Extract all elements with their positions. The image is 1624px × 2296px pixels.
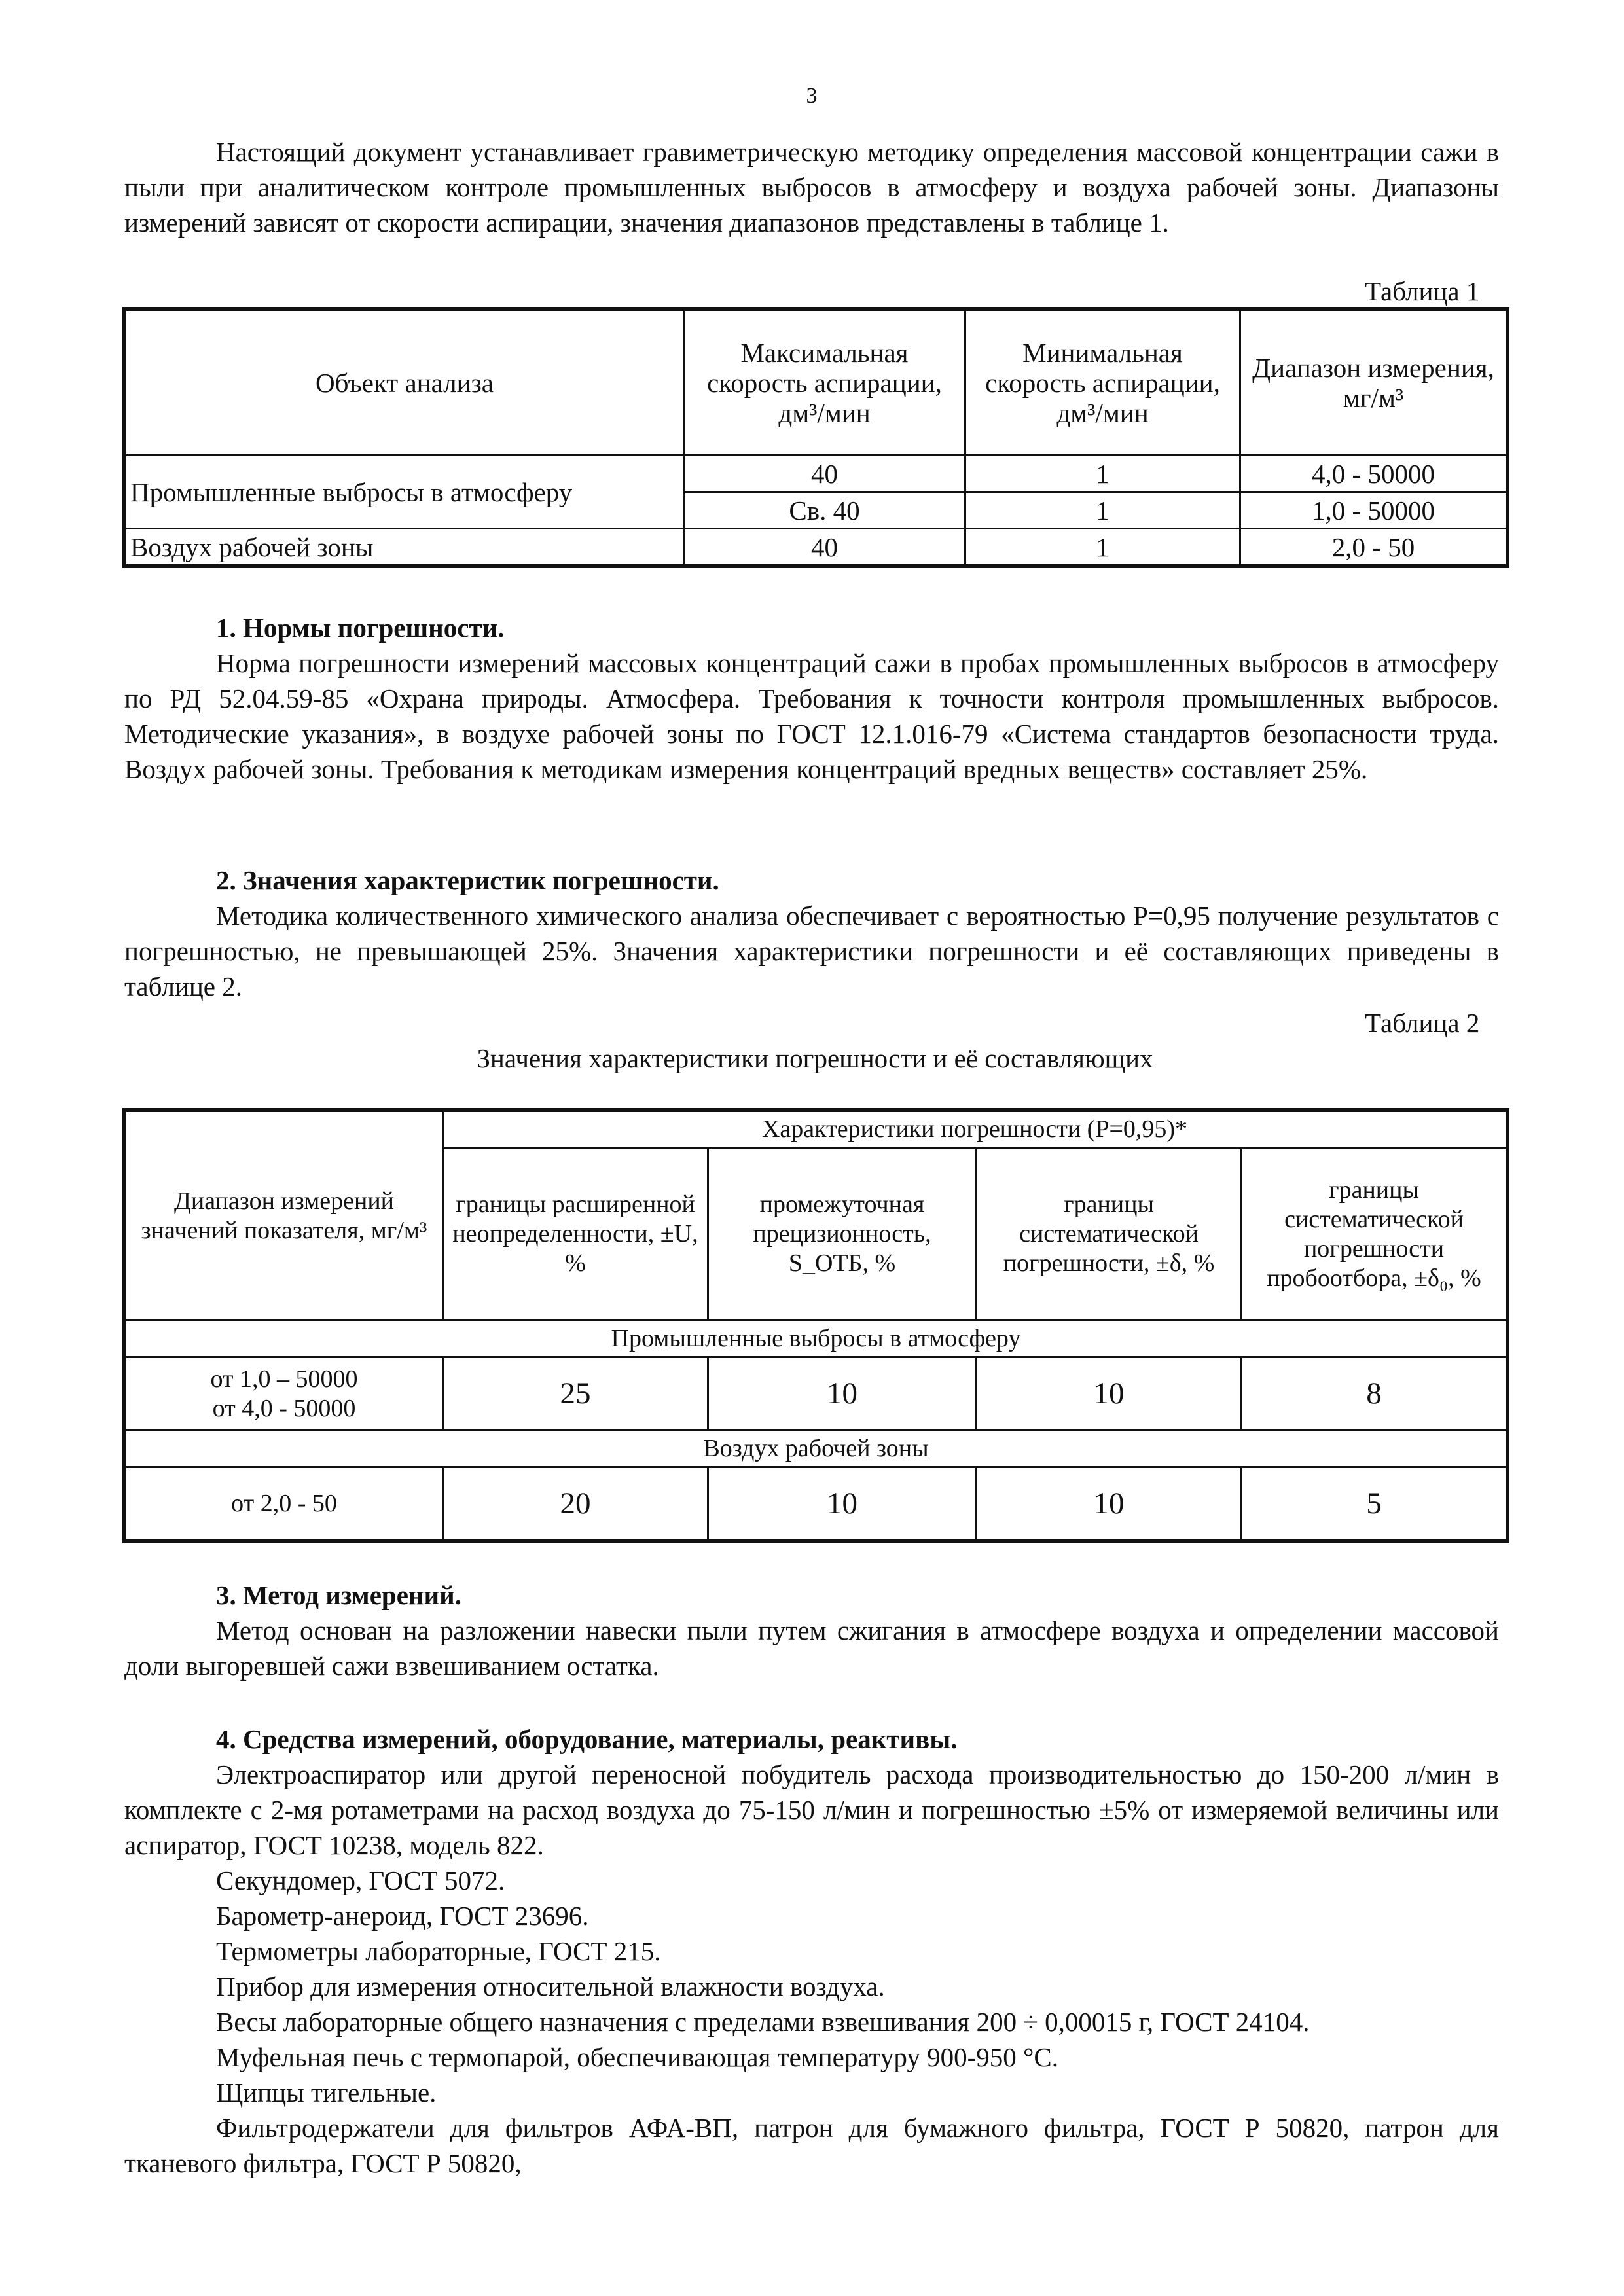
t2-header-group: Характеристики погрешности (P=0,95)*: [443, 1111, 1507, 1148]
table2-label: Таблица 2: [1365, 1008, 1480, 1038]
t1-row1-min: 1: [965, 456, 1240, 492]
t2-group2-d: 10: [977, 1467, 1242, 1541]
table-2: [124, 1110, 1507, 1541]
section3-title: 3. Метод измерений.: [216, 1580, 462, 1610]
t1-row3-min: 1: [965, 529, 1240, 565]
t1-row2-range: 1,0 - 50000: [1240, 492, 1507, 529]
section4-title: 4. Средства измерений, оборудование, материалы, реактивы.: [216, 1724, 958, 1754]
t2-header-s: промежуточная прецизионность, S_ОТБ, %: [708, 1148, 977, 1321]
t2-group2-title: Воздух рабочей зоны: [126, 1431, 1507, 1467]
t2-group1-range: [126, 1357, 443, 1431]
t1-row2-max: Св. 40: [684, 492, 965, 529]
section1-title: 1. Нормы погрешности.: [216, 613, 505, 643]
t1-row3-max: 40: [684, 529, 965, 565]
table2-title: Значения характеристики погрешности и её составляющих: [477, 1043, 1153, 1073]
equipment-item: Электроаспиратор или другой переносной побудитель расхода производительностью до 150-200 л/мин в комплекте с 2-мя ротаметрами на расход воздуха до 75-150 л/мин и погрешностью ±5% от измеряемой величины или аспиратор, ГОСТ 10238, модель 822.: [124, 1759, 1499, 1860]
t2-group2-u: 20: [443, 1467, 708, 1541]
section1-text: Норма погрешности измерений массовых концентраций сажи в пробах промышленных выбросов в атмосферу по РД 52.04.59-85 «Охрана природы. Атмосфера. Требования к точности контроля промышленных выбросов. Методические указания», в воздухе рабочей зоны по ГОСТ 12.1.016-79 «Система стандартов безопасности труда. Воздух рабочей зоны. Требования к методикам измерения концентраций вредных веществ» составляет 25%.: [124, 648, 1499, 784]
intro-paragraph: [124, 134, 1499, 240]
t1-row2-min: 1: [965, 492, 1240, 529]
equipment-item: Весы лабораторные общего назначения с пределами взвешивания 200 ÷ 0,00015 г, ГОСТ 24104.: [216, 2007, 1310, 2037]
t1-header-max-speed: Максимальная скорость аспирации, дм³/мин: [684, 310, 965, 456]
equipment-item: Барометр-анероид, ГОСТ 23696.: [216, 1901, 589, 1931]
section1-paragraph: [124, 645, 1499, 787]
t2-group1-title: Промышленные выбросы в атмосферу: [126, 1321, 1507, 1357]
section3-text: Метод основан на разложении навески пыли путем сжигания в атмосфере воздуха и определении массовой доли выгоревшей сажи взвешиванием остатка.: [124, 1615, 1499, 1681]
t1-row1-range: 4,0 - 50000: [1240, 456, 1507, 492]
t2-group1-range1: от 1,0 – 50000: [210, 1365, 358, 1393]
section2-paragraph: [124, 898, 1499, 1004]
table-1: [124, 309, 1507, 566]
intro-text: Настоящий документ устанавливает гравиметрическую методику определения массовой концентрации сажи в пыли при аналитическом контроле промышленных выбросов в атмосферу и воздуха рабочей зоны. Диапазоны измерений зависят от скорости аспирации, значения диапазонов представлены в таблице 1.: [124, 137, 1499, 238]
t2-group2-range: от 2,0 - 50: [126, 1467, 443, 1541]
page-number: 3: [806, 84, 818, 108]
equipment-item: Прибор для измерения относительной влажности воздуха.: [216, 1971, 885, 2001]
t1-row3-object: Воздух рабочей зоны: [126, 529, 684, 565]
equipment-item: Муфельная печь с термопарой, обеспечивающая температуру 900-950 °С.: [216, 2042, 1058, 2072]
t2-header-range: Диапазон измерений значений показателя, мг/м³: [126, 1111, 443, 1321]
t2-group1-d0: 8: [1242, 1357, 1507, 1431]
t1-header-object: Объект анализа: [126, 310, 684, 456]
t1-row1-max: 40: [684, 456, 965, 492]
t2-header-d0: границы систематической погрешности пробоотбора, ±δ₀, %: [1242, 1148, 1507, 1321]
t2-group1-range2: от 4,0 - 50000: [212, 1394, 356, 1422]
t1-header-range: Диапазон измерения, мг/м³: [1240, 310, 1507, 456]
t2-group2-d0: 5: [1242, 1467, 1507, 1541]
section2-title: 2. Значения характеристик погрешности.: [216, 865, 719, 895]
equipment-item: Термометры лабораторные, ГОСТ 215.: [216, 1936, 661, 1966]
equipment-list: [124, 1757, 1499, 2181]
equipment-item: Щипцы тигельные.: [216, 2077, 437, 2108]
t2-header-u: границы расширенной неопределенности, ±U, %: [443, 1148, 708, 1321]
table1-label: Таблица 1: [1365, 276, 1480, 306]
equipment-item: Секундомер, ГОСТ 5072.: [216, 1865, 505, 1895]
section3-paragraph: [124, 1613, 1499, 1683]
t2-group1-u: 25: [443, 1357, 708, 1431]
t2-group1-d: 10: [977, 1357, 1242, 1431]
t2-group1-s: 10: [708, 1357, 977, 1431]
equipment-item: Фильтродержатели для фильтров АФА-ВП, патрон для бумажного фильтра, ГОСТ Р 50820, патрон для тканевого фильтра, ГОСТ Р 50820,: [124, 2113, 1499, 2178]
t2-header-d: границы систематической погрешности, ±δ, %: [977, 1148, 1242, 1321]
t2-group2-s: 10: [708, 1467, 977, 1541]
t1-row1-object: Промышленные выбросы в атмосферу: [126, 456, 684, 529]
t1-row3-range: 2,0 - 50: [1240, 529, 1507, 565]
t1-header-min-speed: Минимальная скорость аспирации, дм³/мин: [965, 310, 1240, 456]
section2-text: Методика количественного химического анализа обеспечивает с вероятностью P=0,95 получение результатов с погрешностью, не превышающей 25%. Значения характеристики погрешности и её составляющих приведены в таблице 2.: [124, 901, 1499, 1001]
